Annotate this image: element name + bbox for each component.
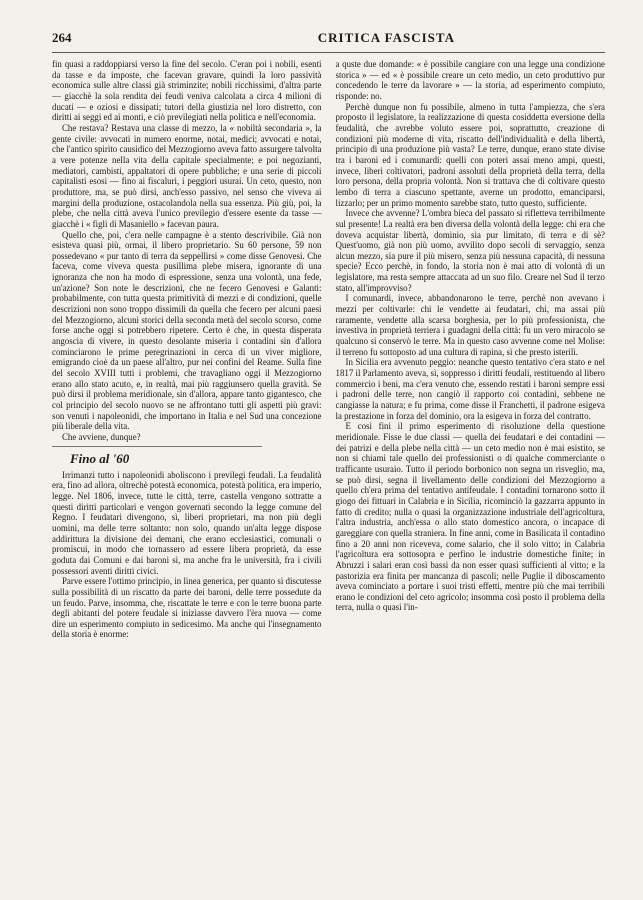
page-number: 264 <box>52 30 72 45</box>
article-body <box>52 59 605 899</box>
paragraph: E così fini il primo esperimento di risoluzione della questione meridionale. Fisse le due classi — quella dei feudatari e dei contadini — dei patrizi e della plebe nella città — un ceto medio non è mai esistito, se non si chiami tale quello dei professionisti o di qualche commerciante o trafficante usuraio. Tutto il periodo borbonico non segna un risveglio, ma, se può dirsi, segna il livellamento delle condizioni del Mezzogiorno a quello ch'era prima del tentativo antifeudale. I contadini tornarono sotto il giogo dei fittuari in Calabria e in Sicilia, ricominciò la gazzarra appunto in fatto di credito; nulla o quasi la organizzazione industriale dell'agricoltura, l'altra industria, anch'essa o allo stato domestico ancora, o incapace di gareggiare con quella straniera. In fine anni, come in Basilicata il contadino fino a 20 anni non riceveva, come salario, che il solo vitto; in Calabria l'agricoltura era sottosopra e perfino le industrie domestiche finite; in Abruzzi i salari eran così bassi da non esser quasi sufficienti al vitto; e la pastorizia era finita per mancanza di pascoli; nelle Puglie il diboscamento aveva cominciato a portare i suoi tristi effetti, mentre più che mai terribili erano le condizioni del ceto agricolo; insomma così posto il problema della terra, nulla o quasi l'in- <box>335 421 605 613</box>
paragraph: fin quasi a raddoppiarsi verso la fine del secolo. C'eran poi i nobili, esenti da tasse e da imposte, che facevan gravare, quindi la loro passività economica sulle altre classi già striminzite; nobili ricchissimi, d'altra parte — giacchè la sola rendita dei feudi veniva calcolata a circa 4 milioni di ducati — e oziosi e dissipati; tutori della giustizia nel loro distretto, con diritti ai seggi ed ai monti, e ciò previlegiati nella politica e nell'economia. <box>52 59 322 123</box>
journal-title: CRITICA FASCISTA <box>317 30 455 45</box>
paragraph: Perchè dunque non fu possibile, almeno in tutta l'ampiezza, che s'era proposto il legislatore, la realizzazione di questa cosiddetta eversione della feudalità, che avrebbe voluto essere poi, soprattutto, creazione di condizioni più moderne di vita, riscatto dell'individualità e della libertà, principio di una produzione più vasta? Le terre, dunque, erano state divise tra i baroni ed i comunardi: quelli con poteri assai meno ampi, questi, invece, liberi coltivatori, padroni assoluti della proprietà della terra, della loro persona, della propria volontà. Non si trattava che di coltivare questo lembo di terra a ciascuno spettante, averne un prodotto, emanciparsi, lizzarlo; per un primo momento sarebbe stato, tutto questo, sufficiente. <box>335 101 605 208</box>
left-column <box>52 59 322 899</box>
paragraph: Invece che avvenne? L'ombra bieca del passato si rifletteva terribilmente sul presente! La realtà era ben diversa della volontà della legge: chi era che doveva acquistar libertà, dominio, sia pur limitato, di terra e di sè? Quest'uomo, già non più uomo, avvilito dopo secoli di servaggio, senza alcun mezzo, sia pure il più misero, senza più nessuna capacità, di nessuna specie? Ecco perchè, in fondo, la storia non è mai atto di volontà di un legislatore, ma resta sempre attaccata ad un suo filo. Creare nel Sud il terzo stato, all'improvviso? <box>335 208 605 293</box>
paragraph: Che avviene, dunque? <box>62 431 141 442</box>
page-header <box>52 30 605 53</box>
section-heading: Fino al '60 <box>70 450 130 466</box>
paragraph: Quello che, poi, c'era nelle campagne è a stento descrivibile. Già non esisteva quasi più, ormai, il libero proprietario. Su 60 persone, 59 non possedevano « pur tanto di terra da seppellirsi » come disse Genovesi. Che faceva, come viveva questa pusillima plebe misera, ignorante di una ignoranza che non ha modo di espressione, senza una volontà, una fede, un'azione? Son note le descrizioni, che ne fecero Genovesi e Galanti: probabilmente, con tutta questa primitività di mezzi e di condizioni, quelle descrizioni non sono troppo dissimili da quella che fecero per alcuni paesi del Mezzogiorno, alcuni storici della seconda metà del secolo scorso, come forse anche oggi si potrebbero ripetere. Certo è che, in questa disperata angoscia di vivere, in questo desolante miseria i contadini sin d'allora cominciarono le prime peregrinazioni in cerca di un viver migliore, emigrando cioè da un paese all'altro, pur nei confini del Reame. Sulla fine del secolo XVIII tutti i problemi, che travagliano oggi il Mezzogiorno erano allo stato acuto, e, in realtà, mai più raggiunsero quella gravità. Se può dirsi il problema meridionale, sin d'allora, appare tanto gigantesco, che col principio del secolo nuovo se ne affrontano tutti gli aspetti più gravi: son venuti i napoleonidi, che importano in Italia e nel Sud una concezione più liberale della vita. <box>52 229 322 432</box>
section-divider <box>52 446 262 447</box>
paragraph: a quste due domande: « è possibile cangiare con una legge una condizione storica » — ed « è possibile creare un ceto medio, un ceto produttivo pur concedendo le terre da lavorare » — la storia, ad esperimento compiuto, risponde: no. <box>335 59 605 101</box>
right-column <box>336 59 606 899</box>
paragraph: Che restava? Restava una classe di mezzo, la « nobiltà secondaria », la gente civile: avvocati in numero enorme, notai, medici; avvocati e notai, che l'antico spirito causidico del Mezzogiorno aveva fatto assurgere talvolta a vere potenze nella vita della capitale specialmente; e poi negozianti, mediatori, cambisti, appaltatori di opere pubbliche; e una serie di piccoli capitalisti esosi — fino ai fiscaluri, i peggiori usurai. Un ceto, questo, non produttore, ma, se può dirsi, anch'esso passivo, nel senso che viveva ai margini della produzione, ostacolandola nella sua essenza. Più giù, poi, la plebe, che nella città aveva l'unico previlegio d'essere esente da tasse — giacchè i « figli di Masaniello » facevan paura. <box>52 122 322 229</box>
paragraph: I comunardi, invece, abbandonarono le terre, perchè non avevano i mezzi per coltivarle: chi le vendette ai feudatari, chi, ma assai più raramente, vendette alla scarsa borghesia, per lo più professionista, che investiva in proprietà terriera i guadagni della città: fu un vero miracolo se qualcuno si conservò le terre. Ma in questo caso avvenne come nel Molise: il terreno fu sottoposto ad una cultura di rapina, sì che presto isterilì. <box>335 293 605 357</box>
paragraph: Irrimanzi tutto i napoleonidi aboliscono i previlegi feudali. La feudalità era, fino ad allora, oltrechè potestà economica, potestà politica, era imperio, legge. Nel 1806, invece, tutte le città, terre, castella vengono sottratte a questi diritti particolari e vengon governati secondo la legge comune del Regno. I feudatari divengono, sì, liberi proprietari, ma non più degli uomini, ma delle terre soltanto: non solo, quando un'alta legge dispose addirittura la divisione dei demani, che erano ecclesiastici, comunali o promiscui, in modo che tornassero ad essere libera proprietà, da esse goduta dai Comuni e dai baroni sì, ma anche fra le università, fra i civili possessori aventi diritti civici. <box>52 469 322 576</box>
paragraph: In Sicilia era avvenuto peggio: neanche questo tentativo c'era stato e nel 1817 il Parlamento aveva, sì, soppresso i diritti feudali, restituendo al libero commercio i beni, ma c'era venuto che, essendo restati i baroni sempre essi i padroni delle terre, non cangiò il rapporto coi contadini, sebbene ne cangiasse la natura; e fu prima, come disse il Franchetti, il padrone esigeva la prestazione in forza del dominio, ora la esigeva in forza del contratto. <box>335 357 605 421</box>
paragraph: Parve essere l'ottimo principio, in linea generica, per quanto si discutesse sulla possibilità di un riscatto da parte dei baroni, delle terre possedute da un feudo. Parve, insomma, che, riscattate le terre e con le terre buona parte degli abitanti del potere feudale si iniziasse davvero l'èra nuova — come dire un esperimento compiuto in sedicesimo. Ma anche qui l'insegnamento della storia è enorme: <box>52 576 322 640</box>
